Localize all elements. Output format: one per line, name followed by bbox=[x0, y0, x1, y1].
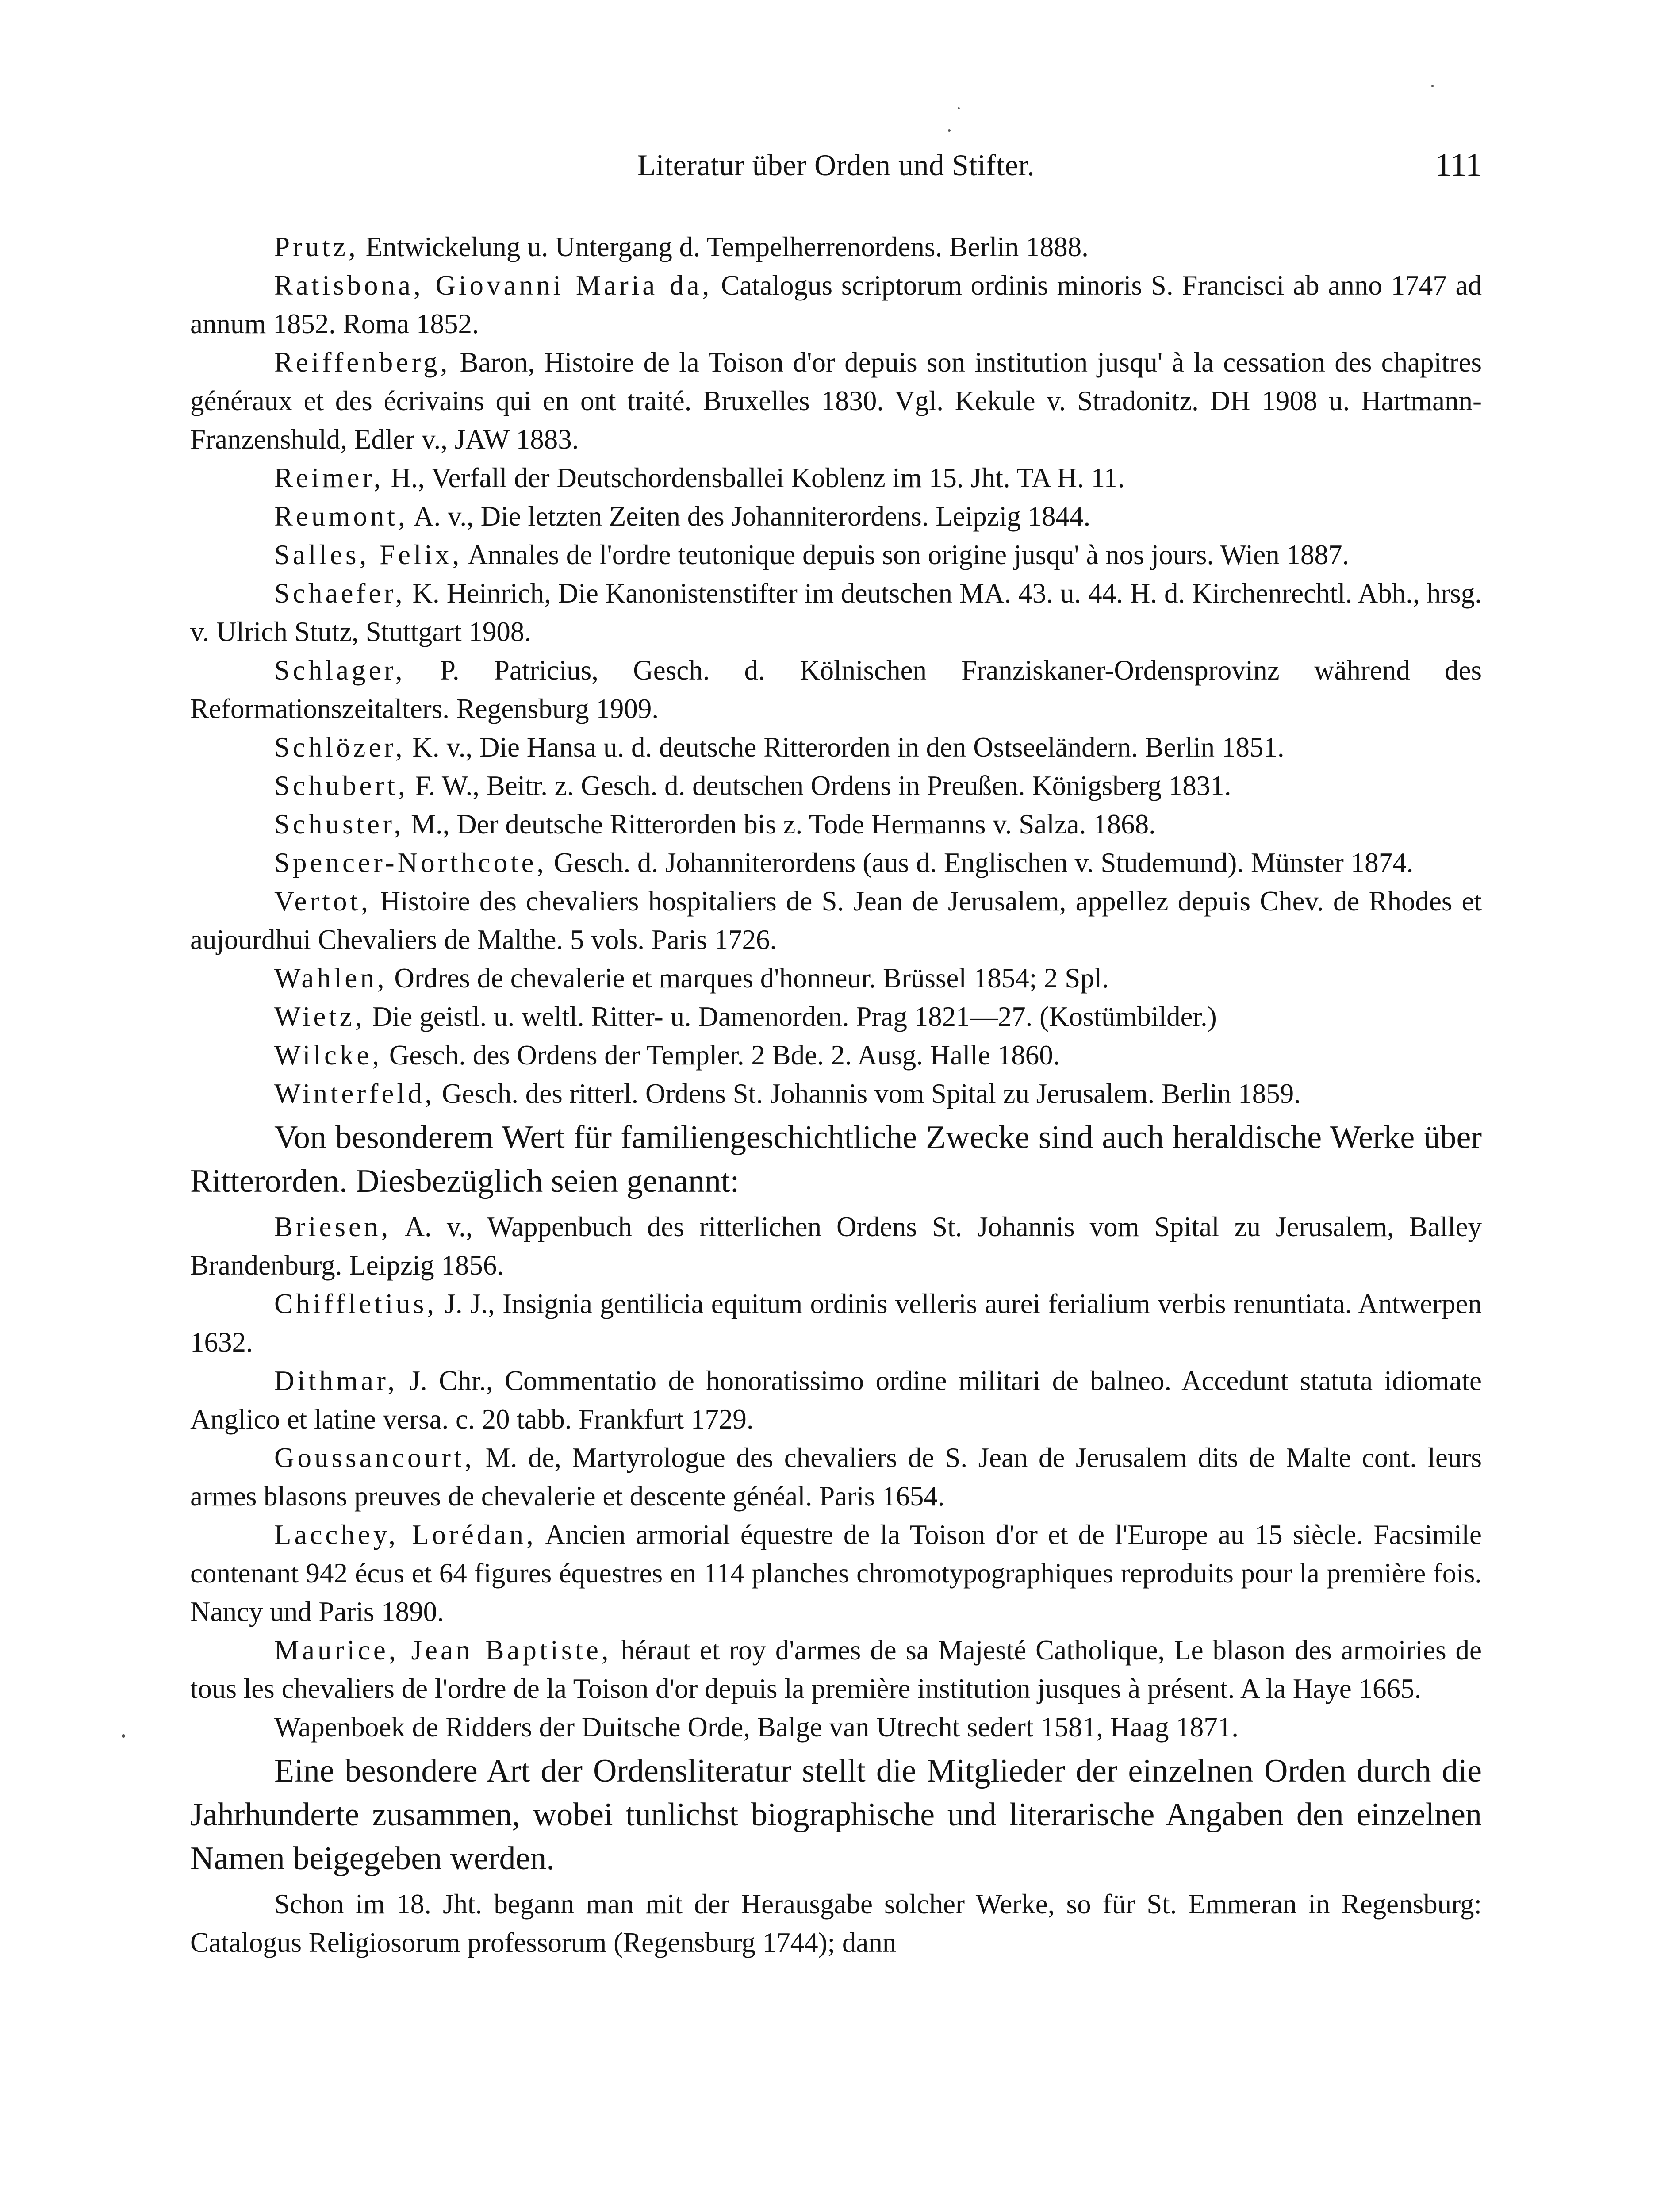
bibliography-entry bbox=[190, 844, 1482, 882]
bibliography-entry bbox=[190, 1631, 1482, 1708]
print-speck bbox=[1431, 85, 1434, 87]
entry-author: Reumont, bbox=[274, 501, 408, 532]
entry-author: Schlözer, bbox=[274, 732, 406, 763]
bibliography-entry bbox=[190, 998, 1482, 1036]
entry-text: J. Chr., Commentatio de honoratissimo ordine militari de balneo. Accedunt statuta idiomate Anglico et latine versa. c. 20 tabb. Frankfurt 1729. bbox=[190, 1365, 1482, 1435]
entry-author: Schubert, bbox=[274, 770, 408, 801]
print-speck bbox=[958, 107, 960, 109]
entry-author: Schuster, bbox=[274, 809, 404, 840]
entry-author: Schlager, bbox=[274, 655, 406, 686]
entry-text: F. W., Beitr. z. Gesch. d. deutschen Ordens in Preußen. Königsberg 1831. bbox=[408, 770, 1231, 801]
body-paragraph-members: Eine besondere Art der Ordensliteratur stellt die Mitglieder der einzelnen Orden durch die Jahrhunderte zusammen, wobei tunlichst biographische und literarische Angaben den einzelnen Namen beigegeben werden. bbox=[190, 1753, 1482, 1877]
bibliography-entry bbox=[190, 767, 1482, 805]
entry-author: Spencer-Northcote, bbox=[274, 847, 547, 878]
bibliography-list-heraldic bbox=[190, 1208, 1482, 1747]
entry-text: M. de, Martyrologue des chevaliers de S. Jean de Jerusalem dits de Malte cont. leurs armes blasons preuves de chevalerie et descente généal. Paris 1654. bbox=[190, 1442, 1482, 1512]
entry-author: Salles, Felix, bbox=[274, 539, 463, 570]
entry-author: Ratisbona, Giovanni Maria da, bbox=[274, 270, 713, 301]
bibliography-entry bbox=[190, 459, 1482, 497]
entry-author: Reiffenberg, bbox=[274, 347, 451, 378]
entry-author: Lacchey, Lorédan, bbox=[274, 1519, 537, 1550]
bibliography-entry bbox=[190, 497, 1482, 536]
entry-author: Reimer, bbox=[274, 462, 384, 493]
bibliography-entry bbox=[190, 1362, 1482, 1439]
body-paragraph-continuation: Schon im 18. Jht. begann man mit der Herausgabe solcher Werke, so für St. Emmeran in Regensburg: Catalogus Religiosorum professorum (Regensburg 1744); dann bbox=[190, 1889, 1482, 1958]
entry-text: Baron, Histoire de la Toison d'or depuis son institution jusqu' à la cessation des chapitres généraux et des écrivains qui en ont traité. Bruxelles 1830. Vgl. Kekule v. Stradonitz. DH 1908 u. Hartmann-Franzenshuld, Edler v., JAW 1883. bbox=[190, 347, 1482, 455]
bibliography-entry bbox=[190, 343, 1482, 459]
entry-author: Wilcke, bbox=[274, 1040, 383, 1071]
bibliography-entry bbox=[190, 651, 1482, 728]
bibliography-entry bbox=[190, 1439, 1482, 1516]
bibliography-entry bbox=[190, 228, 1482, 266]
entry-text: A. v., Die letzten Zeiten des Johanniterordens. Leipzig 1844. bbox=[408, 501, 1091, 532]
bibliography-entry bbox=[190, 882, 1482, 959]
running-title: Literatur über Orden und Stifter. bbox=[637, 148, 1035, 182]
entry-text: Gesch. des ritterl. Ordens St. Johannis vom Spital zu Jerusalem. Berlin 1859. bbox=[435, 1078, 1301, 1109]
bibliography-entry bbox=[190, 536, 1482, 574]
bibliography-entry bbox=[190, 728, 1482, 767]
entry-text: J. J., Insignia gentilicia equitum ordinis velleris aurei ferialium verbis renuntiata. Antwerpen 1632. bbox=[190, 1288, 1482, 1358]
entry-text: P. Patricius, Gesch. d. Kölnischen Franziskaner-Ordensprovinz während des Reformationszeitalters. Regensburg 1909. bbox=[190, 655, 1482, 724]
entry-author: Goussancourt, bbox=[274, 1442, 475, 1473]
bibliography-entry bbox=[190, 805, 1482, 844]
entry-text: Annales de l'ordre teutonique depuis son origine jusqu' à nos jours. Wien 1887. bbox=[462, 539, 1350, 570]
bibliography-entry bbox=[190, 1708, 1482, 1747]
entry-author: Dithmar, bbox=[274, 1365, 398, 1396]
entry-text: héraut et roy d'armes de sa Majesté Catholique, Le blason des armoiries de tous les chevaliers de l'ordre de la Toison d'or depuis la première institution jusques à présent. A la Haye 1665. bbox=[190, 1635, 1482, 1704]
print-speck bbox=[122, 1734, 125, 1738]
entry-text: K. Heinrich, Die Kanonistenstifter im deutschen MA. 43. u. 44. H. d. Kirchenrechtl. Abh., hrsg. v. Ulrich Stutz, Stuttgart 1908. bbox=[190, 578, 1482, 647]
bibliography-list-orders bbox=[190, 228, 1482, 1113]
entry-author: Briesen, bbox=[274, 1211, 391, 1242]
running-head bbox=[190, 141, 1482, 189]
body-paragraph-heraldic: Von besonderem Wert für familiengeschichtliche Zwecke sind auch heraldische Werke über Ritterorden. Diesbezüglich seien genannt: bbox=[190, 1119, 1482, 1199]
entry-author: Winterfeld, bbox=[274, 1078, 435, 1109]
entry-text: Wapenboek de Ridders der Duitsche Orde, Balge van Utrecht sedert 1581, Haag 1871. bbox=[274, 1712, 1239, 1743]
page-number: 111 bbox=[1435, 147, 1482, 183]
bibliography-entry bbox=[190, 266, 1482, 343]
bibliography-entry bbox=[190, 1208, 1482, 1285]
bibliography-entry bbox=[190, 1075, 1482, 1113]
entry-author: Vertot, bbox=[274, 886, 371, 917]
entry-author: Wietz, bbox=[274, 1001, 365, 1032]
bibliography-entry bbox=[190, 1036, 1482, 1075]
entry-text: Histoire des chevaliers hospitaliers de S. Jean de Jerusalem, appellez depuis Chev. de Rhodes et aujourdhui Chevaliers de Malthe. 5 vols. Paris 1726. bbox=[190, 886, 1482, 955]
entry-author: Chiffletius, bbox=[274, 1288, 437, 1319]
entry-text: Gesch. des Ordens der Templer. 2 Bde. 2. Ausg. Halle 1860. bbox=[382, 1040, 1060, 1071]
bibliography-entry bbox=[190, 959, 1482, 998]
entry-text: Gesch. d. Johanniterordens (aus d. Englischen v. Studemund). Münster 1874. bbox=[547, 847, 1414, 878]
entry-text: Die geistl. u. weltl. Ritter- u. Damenorden. Prag 1821—27. (Kostümbilder.) bbox=[365, 1001, 1217, 1032]
entry-text: Ancien armorial équestre de la Toison d'or et de l'Europe au 15 siècle. Facsimile contenant 942 écus et 64 figures équestres en 114 planches chromotypographiques reproduits pour la première fois. Nancy und Paris 1890. bbox=[190, 1519, 1482, 1627]
entry-text: M., Der deutsche Ritterorden bis z. Tode Hermanns v. Salza. 1868. bbox=[404, 809, 1156, 840]
entry-text: Ordres de chevalerie et marques d'honneur. Brüssel 1854; 2 Spl. bbox=[387, 963, 1109, 994]
bibliography-entry bbox=[190, 1516, 1482, 1631]
bibliography-entry bbox=[190, 1285, 1482, 1362]
entry-text: K. v., Die Hansa u. d. deutsche Ritterorden in den Ostseeländern. Berlin 1851. bbox=[405, 732, 1285, 763]
bibliography-entry bbox=[190, 574, 1482, 651]
entry-author: Wahlen, bbox=[274, 963, 387, 994]
page-body bbox=[190, 228, 1482, 1962]
entry-text: Entwickelung u. Untergang d. Tempelherrenordens. Berlin 1888. bbox=[358, 231, 1089, 262]
entry-text: Catalogus scriptorum ordinis minoris S. Francisci ab anno 1747 ad annum 1852. Roma 1852. bbox=[190, 270, 1482, 339]
entry-author: Schaefer, bbox=[274, 578, 406, 609]
entry-text: H., Verfall der Deutschordensballei Koblenz im 15. Jht. TA H. 11. bbox=[383, 462, 1125, 493]
entry-author: Prutz, bbox=[274, 231, 359, 262]
print-speck bbox=[948, 129, 951, 132]
entry-author: Maurice, Jean Baptiste, bbox=[274, 1635, 612, 1666]
entry-text: A. v., Wappenbuch des ritterlichen Ordens St. Johannis vom Spital zu Jerusalem, Balley Brandenburg. Leipzig 1856. bbox=[190, 1211, 1482, 1281]
